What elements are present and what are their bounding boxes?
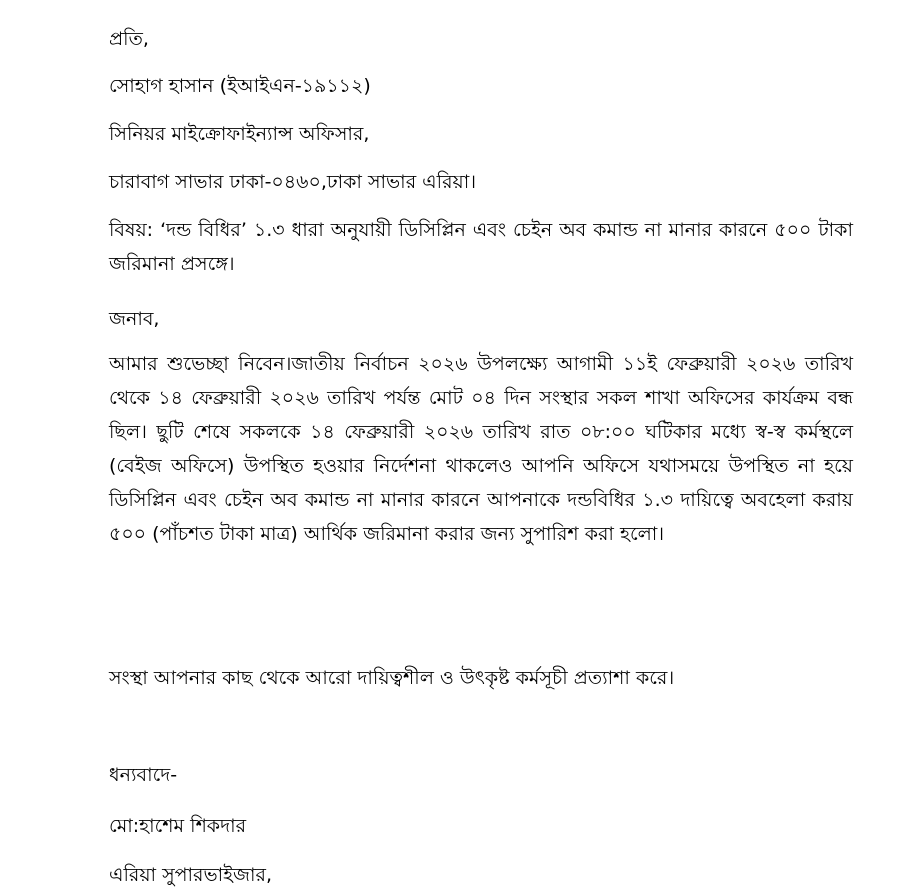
recipient-address: চারাবাগ সাভার ঢাকা-০৪৬০,ঢাকা সাভার এরিয়া। [109,171,477,193]
sender-designation: এরিয়া সুপারভাইজার, [109,864,273,886]
salutation-to: প্রতি, [109,28,149,50]
subject-line: বিষয়: ‘দন্ড বিধির’ ১.৩ ধারা অনুযায়ী ডিসিপ্লিন এবং চেইন অব কমান্ড না মানার কারনে ৫০০ টাকা জরিমানা প্রসঙ্গে। [109,219,853,275]
recipient-name: সোহাগ হাসান (ইআইএন-১৯১১২) [109,75,371,97]
recipient-designation: সিনিয়র মাইক্রোফাইন্যান্স অফিসার, [109,123,370,145]
letter-body: আমার শুভেচ্ছা নিবেন।জাতীয় নির্বাচন ২০২৬ উপলক্ষ্যে আগামী ১১ই ফেব্রুয়ারী ২০২৬ তারিখ থেকে ১৪ ফেব্রুয়ারী ২০২৬ তারিখ পর্যন্ত মোট ০৪ দিন সংস্থার সকল শাখা অফিসের কার্যক্রম বন্ধ ছিল। ছুটি শেষে সকলকে ১৪ ফেব্রুয়ারী ২০২৬ তারিখ রাত ০৮:০০ ঘটিকার মধ্যে স্ব-স্ব কর্মস্থলে (বেইজ অফিসে) উপস্থিত হওয়ার নির্দেশনা থাকলেও আপনি অফিসে যথাসময়ে উপস্থিত না হয়ে ডিসিপ্লিন এবং চেইন অব কমান্ড না মানার কারনে আপনাকে দন্ডবিধির ১.৩ দায়িত্বে অবহেলা করায় ৫০০ (পাঁচশত টাকা মাত্র) আর্থিক জরিমানা করার জন্য সুপারিশ করা হলো। [109,353,853,545]
closing: ধন্যবাদে- [109,764,178,786]
greeting: জনাব, [109,308,160,330]
sender-name: মো:হাশেম শিকদার [109,815,247,837]
expectation-line: সংস্থা আপনার কাছ থেকে আরো দায়িত্বশীল ও উৎকৃষ্ট কর্মসূচী প্রত্যাশা করে। [109,667,675,689]
